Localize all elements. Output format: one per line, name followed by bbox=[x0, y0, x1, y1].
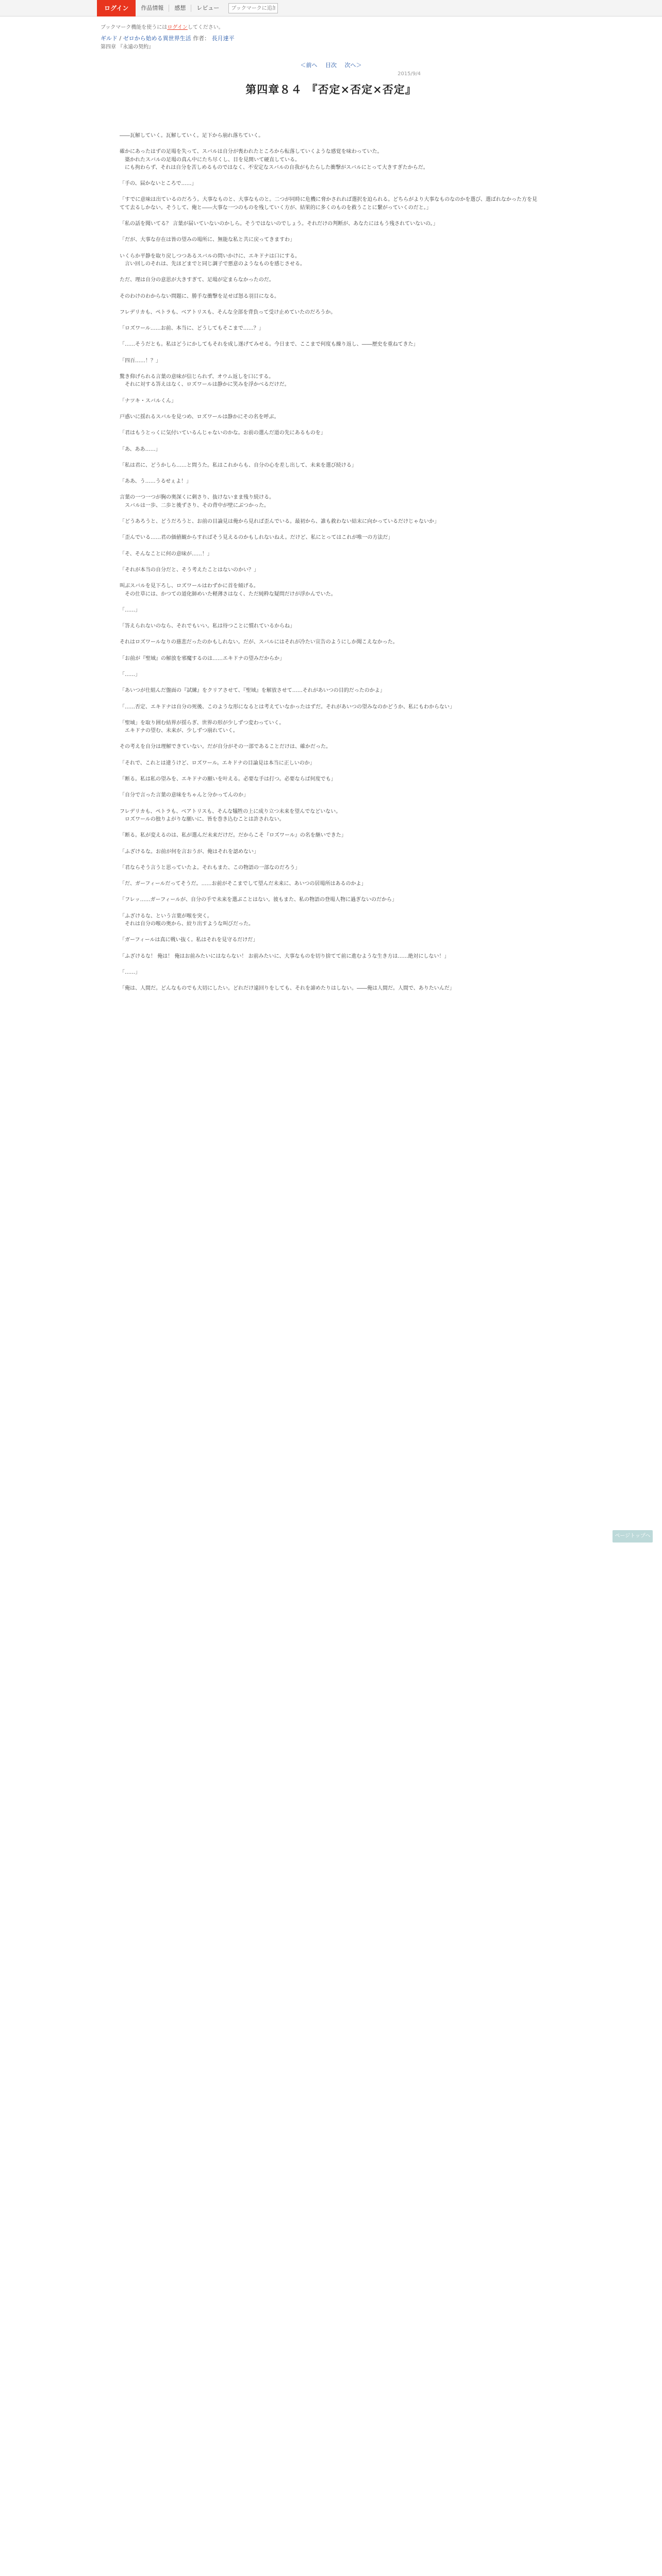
body-paragraph: 「断る。私が変えるのは、私が選んだ未来だけだ。だからこそ『ロズワール』の名を継いできた」 bbox=[120, 833, 346, 839]
body-paragraph: 「自分で言った言葉の意味をちゃんと分かってんのか」 bbox=[120, 792, 249, 799]
body-paragraph bbox=[120, 695, 541, 703]
body-paragraph bbox=[120, 140, 541, 148]
body-paragraph bbox=[120, 188, 541, 196]
publish-date: 2015/9/4 bbox=[398, 71, 421, 77]
body-paragraph: その考えを自分は理解できていない。だが自分がその一部であることだけは、確かだった。 bbox=[120, 744, 331, 750]
body-paragraph: 「ふざけるな。お前が何を言おうが、俺はそれを認めない」 bbox=[120, 849, 259, 855]
notice-suffix: してください。 bbox=[187, 25, 224, 30]
body-paragraph: 「君はもうとっくに気付いているんじゃないのかな。お前の選んだ道の先にあるものを」 bbox=[120, 430, 326, 436]
body-paragraph: そのわけのわからない問題に、勝手な衝撃を足せば怒る羽目になる。 bbox=[120, 293, 279, 299]
nav-link-reviews[interactable]: レビュー bbox=[196, 5, 220, 11]
top-navigation-bar bbox=[0, 0, 662, 16]
series-subtitle-link[interactable]: ゼロから始める異世界生活 bbox=[123, 35, 191, 42]
body-paragraph: 築かれたスバルの足場の真ん中にたち尽くし、目を見開いて硬直している。 bbox=[120, 157, 300, 163]
body-paragraph bbox=[120, 526, 541, 534]
body-paragraph: 戸惑いに揺れるスバルを見つめ、ロズワールは静かにその名を呼ぶ。 bbox=[120, 414, 279, 420]
body-paragraph bbox=[120, 510, 541, 518]
body-paragraph: 叫ぶスバルを見下ろし、ロズワールはわずかに首を傾げる。 bbox=[120, 583, 259, 589]
body-paragraph bbox=[120, 405, 541, 413]
body-paragraph: 「それが本当の自分だと、そう考えたことはないのかい？」 bbox=[120, 567, 259, 573]
body-paragraph bbox=[120, 783, 541, 791]
body-paragraph: ただ、理は自分の意思が大きすぎて、足場が定まらなかったのだ。 bbox=[120, 277, 274, 283]
body-paragraph bbox=[120, 904, 541, 912]
body-paragraph: 驚き仰げられる言葉の意味が信じられず、オウム返しを口にする。 bbox=[120, 374, 274, 380]
body-paragraph: 「フレッ……ガーフィールが、自分の手で未来を選ぶことはない。彼もまた、私の物語の登場人物に過ぎないのだから」 bbox=[120, 897, 397, 903]
bookmark-add-button[interactable] bbox=[228, 3, 278, 13]
body-paragraph: それに対する答えはなく、ロズワールは静かに笑みを浮かべるだけだ。 bbox=[120, 382, 290, 388]
body-paragraph bbox=[120, 389, 541, 397]
body-paragraph: 「四百……！？」 bbox=[120, 358, 161, 364]
body-paragraph: 「……」 bbox=[120, 969, 140, 975]
author-link[interactable]: 長月達平 bbox=[211, 35, 235, 42]
body-paragraph: ――瓦解していく。瓦解していく。足下から崩れ落ちていく。 bbox=[120, 133, 264, 139]
body-paragraph bbox=[120, 767, 541, 775]
notice-prefix: ブックマーク機能を使うには bbox=[101, 25, 168, 30]
body-paragraph: 「あいつが仕組んだ盤面の『試練』をクリアさせて、『聖域』を解放させて……それがあいつの目的だったのかよ」 bbox=[120, 688, 385, 694]
body-paragraph: 「……」 bbox=[120, 607, 140, 613]
body-paragraph: 確かにあったはずの足場を失って、スバルは自分が喪われたところから転落していくような感覚を味わっていた。 bbox=[120, 149, 383, 155]
body-paragraph bbox=[120, 124, 541, 132]
body-paragraph: 「断る。私は私の望みを、エキドナの願いを叶える。必要な手は打つ。必要ならば何度でも」 bbox=[120, 776, 336, 783]
series-breadcrumb bbox=[101, 34, 235, 42]
body-paragraph: 「君ならそう言うと思っていたよ。それもまた、この物語の一部なのだろう」 bbox=[120, 865, 300, 871]
notice-login-link[interactable]: ログイン bbox=[167, 25, 188, 30]
body-paragraph bbox=[120, 944, 541, 953]
body-paragraph: 「……そうだとも。私はどうにかしてもそれを成し遂げてみせる。今日まで、ここまで何度も繰り返し、――歴史を重ねてきた」 bbox=[120, 342, 419, 348]
top-navigation-inner bbox=[97, 0, 278, 16]
nav-link-comments[interactable]: 感想 bbox=[169, 5, 191, 12]
chapter-group-label: 第四章 『永遠の契約』 bbox=[101, 44, 154, 50]
body-paragraph bbox=[120, 840, 541, 848]
body-paragraph bbox=[120, 976, 541, 985]
body-paragraph: それはロズワールなりの慈悲だったのかもしれない。だが、スバルにはそれが冷たい宣告のようにしか聞こえなかった。 bbox=[120, 639, 398, 646]
nav-link-work-info[interactable]: 作品情報 bbox=[136, 5, 169, 12]
series-title-link[interactable]: ギルド bbox=[101, 35, 118, 42]
body-paragraph bbox=[120, 453, 541, 462]
body-paragraph bbox=[120, 542, 541, 550]
body-paragraph: 「ガーフィールは真に戦い抜く。私はそれを見守るだけだ」 bbox=[120, 937, 258, 943]
body-paragraph bbox=[120, 711, 541, 719]
body-paragraph: 「……否定、エキドナは自分の死後、このような形になるとは考えていなかったはずだ。それがあいつの望みなのかどうか、私にもわからない」 bbox=[120, 704, 455, 710]
body-paragraph bbox=[120, 679, 541, 687]
body-paragraph: 「だが、大事な存在は皆の望みの場所に、無能な私と共に戻ってきますわ」 bbox=[120, 237, 295, 243]
body-paragraph bbox=[120, 888, 541, 896]
body-paragraph: 「……」 bbox=[120, 671, 140, 677]
body-paragraph bbox=[120, 574, 541, 582]
body-paragraph: 言葉の一つ一つが胸の奥深くに刺さり、抜けないまま残り続ける。 bbox=[120, 495, 274, 501]
body-paragraph bbox=[120, 212, 541, 220]
body-paragraph: それは自分の喉の奥から、絞り出すような叫びだった。 bbox=[120, 921, 254, 927]
body-paragraph: 「私は君に、どうかしら……と問うた。私はこれからも、自分の心を差し出して、未来を選び続ける」 bbox=[120, 462, 357, 468]
body-paragraph bbox=[120, 823, 541, 832]
body-paragraph: ロズワールの独りよがりな願いに、皆を巻き込むことは許されない。 bbox=[120, 816, 285, 822]
body-paragraph bbox=[120, 421, 541, 429]
body-paragraph: 「ロズワール……お前、本当に、どうしてもそこまで……？」 bbox=[120, 326, 264, 332]
body-paragraph bbox=[120, 630, 541, 638]
series-separator: / bbox=[119, 35, 122, 42]
body-paragraph bbox=[120, 300, 541, 309]
login-button[interactable]: ログイン bbox=[97, 0, 136, 16]
body-paragraph: 「答えられないのなら、それでもいい。私は待つことに慣れているからね」 bbox=[120, 623, 295, 630]
body-paragraph bbox=[120, 614, 541, 622]
episode-pager bbox=[0, 61, 662, 69]
body-paragraph bbox=[120, 856, 541, 864]
body-paragraph: 「聖域」を取り囲む結界が揺らぎ、世界の形が少しずつ変わっていく。 bbox=[120, 720, 285, 726]
body-paragraph bbox=[120, 316, 541, 325]
body-paragraph: 「すでに意味は出ているのだろう。大事なものと、大事なものと。二つが同時に危機に脅かされれば選択を迫られる。どちらがより大事なものなのかを選び、選ばれなかった方を見てて去るしかない。そうして、俺と――大事な一つのものを残していく方が、結果的に多くのものを救うことに繋がっていくのだと。」 bbox=[120, 197, 537, 211]
body-paragraph: 「あ、ああ……」 bbox=[120, 446, 161, 452]
body-paragraph bbox=[120, 172, 541, 180]
body-paragraph bbox=[120, 332, 541, 341]
body-paragraph bbox=[120, 647, 541, 655]
body-paragraph: 「それで、これとは違うけど、ロズワール。エキドナの目論見は本当に正しいのか」 bbox=[120, 760, 315, 766]
body-paragraph: 「ふざけるな！ 俺は！ 俺はお前みたいにはならない！ お前みたいに、大事なものを切り捨てて前に進むような生き方は……絶対にしない！」 bbox=[120, 953, 450, 959]
body-paragraph bbox=[120, 751, 541, 759]
episode-title: 第四章８４ 『否定×否定×否定』 bbox=[245, 83, 417, 96]
body-paragraph bbox=[120, 284, 541, 293]
body-paragraph: フレデリカも、ペトラも、ベアトリスも、そんな全部を背負って受け止めていたのだろうか。 bbox=[120, 309, 336, 315]
body-paragraph: 「ナツキ・スバルくん」 bbox=[120, 398, 176, 404]
body-paragraph: 言い回しのそれは、先ほどまでと同じ調子で悪意のようなものを感じさせる。 bbox=[120, 261, 305, 267]
body-paragraph bbox=[120, 469, 541, 478]
body-paragraph bbox=[120, 800, 541, 808]
body-paragraph: いくらか平静を取り戻しつつあるスバルの問いかけに、エキドナは口にする。 bbox=[120, 253, 300, 259]
body-paragraph: 「だ、ガーフィールだってそうだ。……お前がそこまでして望んだ未来に、あいつの居場所はあるのかよ」 bbox=[120, 881, 367, 887]
body-paragraph: 「ふざけるな、という言葉が喉を突く。 bbox=[120, 913, 212, 919]
page-top-button[interactable]: ページトップへ bbox=[613, 1530, 653, 1543]
novel-body-text bbox=[120, 124, 541, 993]
body-paragraph: 「歪んでいる……君の価値観からすればそう見えるのかもしれないねえ。だけど、私にとってはこれが唯一の方法だ」 bbox=[120, 535, 393, 541]
body-paragraph: 「お前が『聖域』の解放を邪魔するのは……エキドナの望みだからか」 bbox=[120, 655, 285, 662]
body-paragraph: その仕草には、かつての道化師めいた軽薄さはなく、ただ純粋な疑問だけが浮かんでいた。 bbox=[120, 591, 336, 597]
author-label: 作者： bbox=[193, 35, 210, 42]
body-paragraph: スバルは一歩、二歩と後ずさり、その背中が壁にぶつかった。 bbox=[120, 502, 269, 509]
next-episode-link[interactable]: 次へ＞ bbox=[344, 62, 362, 69]
body-paragraph bbox=[120, 349, 541, 357]
body-paragraph: 「私の話を聞いてる？ 言葉が届いていないのかしら。そうではないのでしょう。それだけの判断が、あなたにはもう残されていないの。」 bbox=[120, 221, 438, 227]
body-paragraph bbox=[120, 663, 541, 671]
body-paragraph bbox=[120, 437, 541, 446]
body-paragraph: 「ああ、う……うるせぇよ！」 bbox=[120, 479, 192, 485]
body-paragraph bbox=[120, 228, 541, 236]
body-paragraph bbox=[120, 872, 541, 880]
body-paragraph bbox=[120, 735, 541, 743]
prev-episode-link[interactable]: ＜前へ bbox=[300, 62, 318, 69]
body-paragraph bbox=[120, 244, 541, 252]
body-paragraph bbox=[120, 960, 541, 969]
body-paragraph: 「手の、届かないところで……」 bbox=[120, 181, 197, 187]
body-paragraph: 「そ、そんなことに何の意味が……！」 bbox=[120, 551, 212, 557]
body-paragraph: エキドナの望む、未来が、少しずつ崩れていく。 bbox=[120, 728, 238, 734]
body-paragraph: 「俺は、人間だ。どんなものでも大切にしたい。どれだけ遠回りをしても、それを諦めたりはしない。――俺は人間だ。人間で、ありたいんだ」 bbox=[120, 986, 455, 992]
body-paragraph: 「どうあろうと、どうだろうと、お前の目論見は俺から見れば歪んでいる。最初から、誰も救わない結末に向かっているだけじゃないか」 bbox=[120, 519, 439, 525]
login-notice bbox=[101, 23, 224, 30]
body-paragraph bbox=[120, 268, 541, 276]
body-paragraph: フレデリカも、ペトラも、ベアトリスも、そんな犠牲の上に成り立つ未来を望んでなどいない。 bbox=[120, 808, 341, 815]
table-of-contents-link[interactable]: 目次 bbox=[325, 62, 337, 69]
body-paragraph bbox=[120, 485, 541, 494]
body-paragraph: にも拘わらず、それは自分を苦しめるものではなく、不安定なスバルの自我がもたらした衝撃がスバルにとって大きすぎたからだ。 bbox=[120, 164, 428, 171]
body-paragraph bbox=[120, 928, 541, 936]
body-paragraph bbox=[120, 365, 541, 373]
body-paragraph bbox=[120, 558, 541, 566]
body-paragraph bbox=[120, 598, 541, 606]
